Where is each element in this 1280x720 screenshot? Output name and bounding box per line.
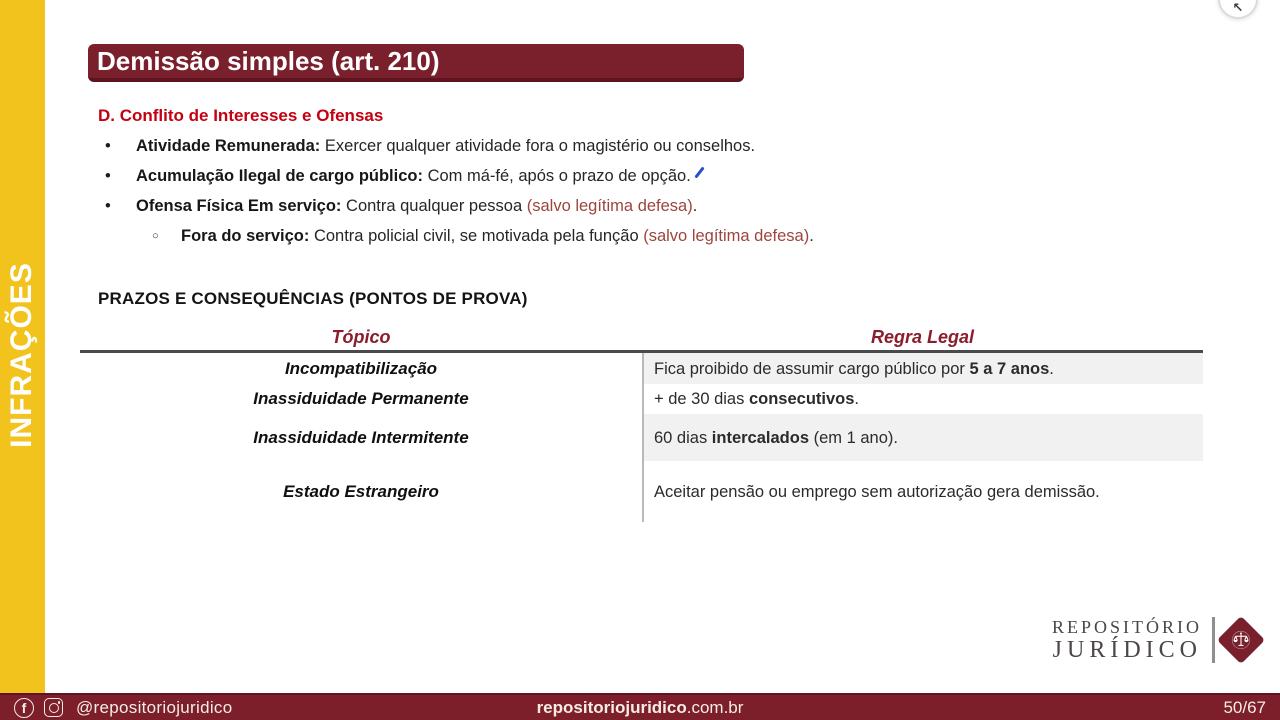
bullet-list xyxy=(98,135,1158,255)
website-url: repositoriojuridico.com.br xyxy=(536,697,744,717)
table-row: Incompatibilização Fica proibido de assumir cargo público por 5 a 7 anos. xyxy=(80,353,1203,384)
brand-divider xyxy=(1212,617,1215,663)
instagram-icon xyxy=(44,698,63,717)
table-header-row xyxy=(80,324,1203,350)
table-row: Estado Estrangeiro Aceitar pensão ou emprego sem autorização gera demissão. xyxy=(80,461,1203,522)
popout-arrow-button[interactable] xyxy=(1218,0,1258,19)
bullet-text: Fora do serviço: Contra policial civil, se motivada pela função (salvo legítima defesa). xyxy=(181,227,814,245)
bullet-text: Atividade Remunerada: Exercer qualquer atividade fora o magistério ou conselhos. xyxy=(136,137,756,155)
bullet-icon: • xyxy=(105,137,111,155)
rules-table xyxy=(80,324,1203,522)
title-banner xyxy=(88,44,744,82)
brand-logo xyxy=(1052,617,1263,663)
sub-list-item xyxy=(98,225,1158,247)
section-heading: D. Conflito de Interesses e Ofensas xyxy=(98,106,384,125)
page-title: Demissão simples (art. 210) xyxy=(97,46,440,76)
chapter-sidebar xyxy=(0,0,45,693)
pen-mark-icon xyxy=(694,166,704,178)
bullet-text: Ofensa Física Em serviço: Contra qualquer pessoa (salvo legítima defesa). xyxy=(136,197,698,215)
highlighted-text: (salvo legítima defesa) xyxy=(643,227,810,245)
rule-text: Aceitar pensão ou emprego sem autorização gera demissão. xyxy=(654,482,1100,501)
column-header-regra-legal: Regra Legal xyxy=(870,326,975,347)
bullet-icon: • xyxy=(105,197,111,215)
footer-bar xyxy=(0,693,1280,720)
rule-text: + de 30 dias consecutivos. xyxy=(654,390,860,408)
brand-diamond xyxy=(1217,616,1265,664)
bullet-text: Acumulação Ilegal de cargo público: Com má-fé, após o prazo de opção. xyxy=(136,165,701,187)
table-body xyxy=(80,350,1203,522)
scales-icon xyxy=(1231,630,1251,650)
social-handle: @repositoriojuridico xyxy=(76,697,233,717)
popout-arrow-icon: ↖ xyxy=(1232,0,1244,15)
rule-text: Fica proibido de assumir cargo público por 5 a 7 anos. xyxy=(654,359,1054,378)
list-item xyxy=(98,135,1158,157)
bullet-icon: • xyxy=(105,167,111,185)
highlighted-text: (salvo legítima defesa) xyxy=(526,197,693,215)
slide-page-number: 50/67 xyxy=(1223,697,1266,717)
chapter-label: INFRAÇÕES xyxy=(5,262,38,448)
table-row: Inassiduidade Permanente + de 30 dias consecutivos. xyxy=(80,384,1203,414)
column-header-topico: Tópico xyxy=(331,326,391,347)
table-heading: PRAZOS E CONSEQUÊNCIAS (PONTOS DE PROVA) xyxy=(98,289,528,308)
table-row: Inassiduidade Intermitente 60 dias intercalados (em 1 ano). xyxy=(80,414,1203,461)
rule-text: 60 dias intercalados (em 1 ano). xyxy=(654,428,898,447)
sub-bullet-icon: ○ xyxy=(152,230,159,242)
facebook-icon: f xyxy=(14,698,34,718)
brand-name: REPOSITÓRIO JURÍDICO xyxy=(1051,617,1202,663)
list-item xyxy=(98,195,1158,217)
list-item xyxy=(98,165,1158,187)
